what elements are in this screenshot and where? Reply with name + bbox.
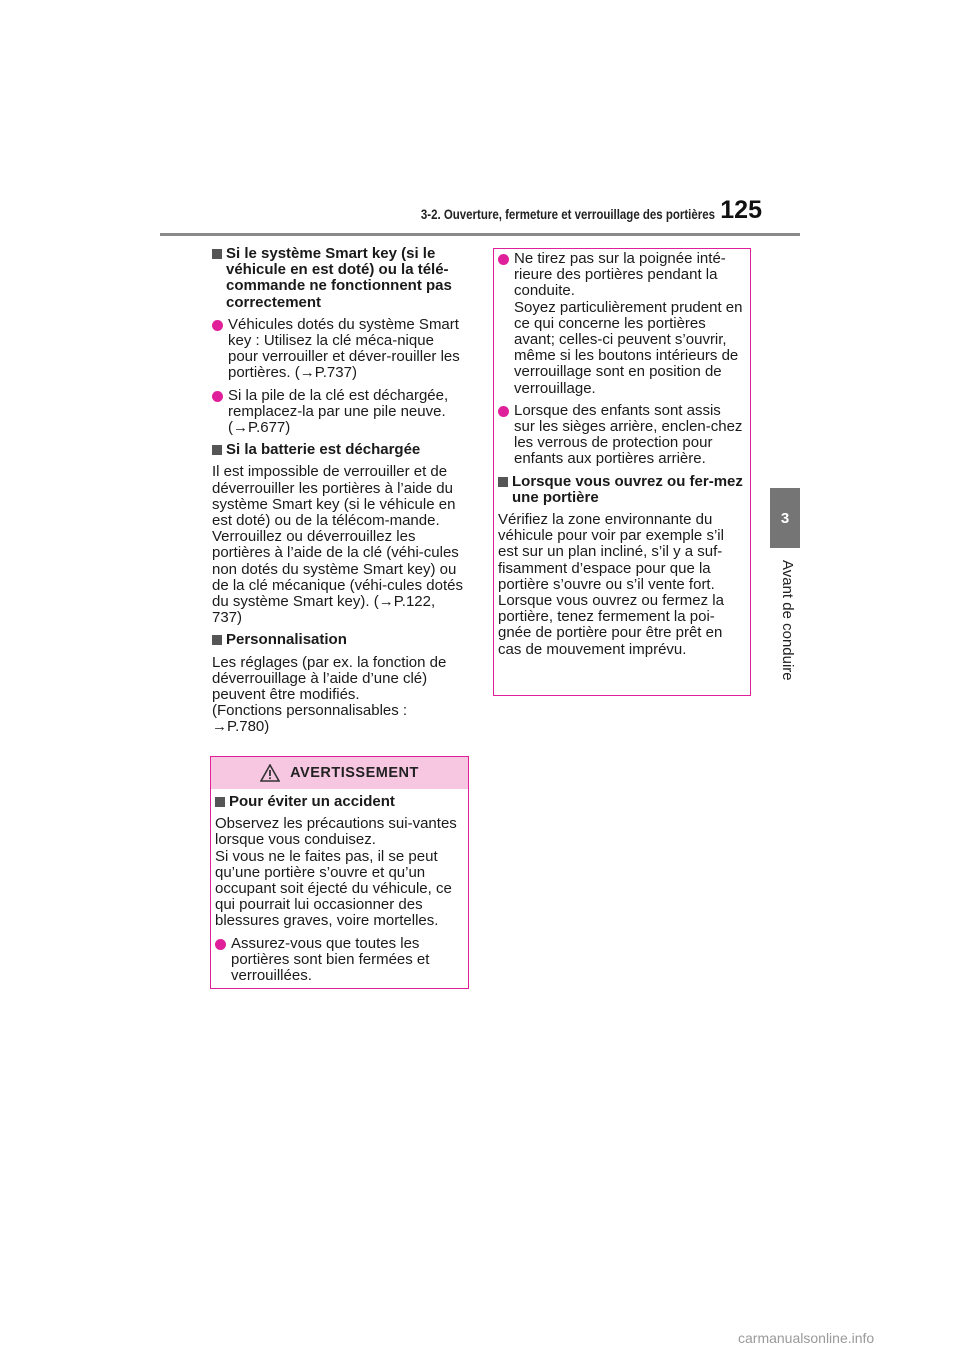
bullet-text: Si la pile de la clé est déchargée, remplacez-la par une pile neuve. (→P.677) bbox=[228, 386, 449, 437]
heading-smart-key bbox=[212, 246, 466, 311]
warning-title: AVERTISSEMENT bbox=[290, 765, 419, 781]
heading-text: Si la batterie est déchargée bbox=[226, 441, 421, 459]
circle-bullet-icon bbox=[498, 406, 509, 417]
bullet-text: Assurez-vous que toutes les portières sont bien fermées et verrouillées. bbox=[231, 934, 430, 985]
warning-continuation-box bbox=[493, 248, 751, 696]
square-bullet-icon bbox=[212, 635, 222, 645]
square-bullet-icon bbox=[215, 797, 225, 807]
warning-triangle-icon bbox=[260, 764, 280, 782]
watermark: carmanualsonline.info bbox=[738, 1330, 875, 1346]
warning-header bbox=[211, 757, 468, 789]
heading-text: Si le système Smart key (si le véhicule en est doté) ou la télé-commande ne fonctionnent pas correctement bbox=[226, 245, 452, 311]
bullet-text: Véhicules dotés du système Smart key : Utilisez la clé méca-nique pour verrouiller et déver-rouiller les portières. (→P.737) bbox=[228, 315, 460, 382]
circle-bullet-icon bbox=[215, 939, 226, 950]
square-bullet-icon bbox=[212, 445, 222, 455]
section-title: 3-2. Ouverture, fermeture et verrouillage des portières bbox=[420, 206, 715, 222]
bullet-item bbox=[498, 403, 744, 468]
bullet-item bbox=[212, 317, 466, 382]
square-bullet-icon bbox=[498, 477, 508, 487]
circle-bullet-icon bbox=[212, 320, 223, 331]
header-divider bbox=[160, 233, 800, 236]
left-column bbox=[212, 246, 466, 742]
chapter-tab bbox=[770, 488, 800, 548]
warning-body bbox=[211, 789, 468, 984]
warning-box bbox=[210, 756, 469, 989]
heading-personalisation bbox=[212, 632, 466, 648]
chapter-label: Avant de conduire bbox=[779, 560, 796, 681]
warning-text: Observez les précautions sui-vantes lorsque vous conduisez. Si vous ne le faites pas, il se peut qu’une portière s’ouvre et qu’un occupant soit éjecté du véhicule, ce qui pourrait lui occasionner des blessures graves, voire mortelles. bbox=[215, 815, 457, 930]
paragraph-personalisation: Les réglages (par ex. la fonction de déverrouillage à l’aide d’une clé) peuvent être modifiés. (Fonctions personnalisables : →P.780) bbox=[212, 653, 447, 736]
heading-door-opening bbox=[498, 474, 744, 506]
bullet-item bbox=[498, 251, 744, 397]
circle-bullet-icon bbox=[212, 391, 223, 402]
heading-battery bbox=[212, 442, 466, 458]
heading-text: Lorsque vous ouvrez ou fer-mez une portière bbox=[512, 472, 743, 506]
square-bullet-icon bbox=[212, 249, 222, 259]
bullet-text: Lorsque des enfants sont assis sur les sièges arrière, enclen-chez les verrous de protection pour enfants aux portières arrière. bbox=[514, 401, 743, 468]
page-number: 125 bbox=[720, 196, 762, 224]
circle-bullet-icon bbox=[498, 254, 509, 265]
bullet-text: Ne tirez pas sur la poignée inté-rieure des portières pendant la conduite. Soyez particulièrement prudent en ce qui concerne les portières avant; celles-ci peuvent s’ouvrir, même si les boutons intérieurs de verrouillage sont en position de verrouillage. bbox=[514, 250, 743, 397]
bullet-item bbox=[212, 388, 466, 437]
paragraph-door-opening: Vérifiez la zone environnante du véhicule pour voir par exemple s’il est sur un plan incliné, s’il y a suf-fisamment d’espace pour que la portière s’ouvre ou s’il vente fort. Lorsque vous ouvrez ou fermez la portière, tenez fermement la poi-gnée de portière pour être prêt en cas de mouvement imprévu. bbox=[498, 511, 724, 658]
heading-text: Personnalisation bbox=[226, 631, 347, 649]
chapter-number: 3 bbox=[780, 509, 790, 527]
bullet-item bbox=[215, 936, 462, 985]
warning-continuation-body bbox=[494, 249, 750, 658]
paragraph-battery: Il est impossible de verrouiller et de déverrouiller les portières à l’aide du système Smart key (si le véhicule en est doté) ou de la télécom-mande. Verrouillez ou déverrouillez les portières à l’aide de la clé (véhi-cules non dotés du système Smart key) ou de la clé mécanique (véhi-cules dotés du système Smart key). (→P.122, 737) bbox=[212, 463, 463, 627]
warning-heading bbox=[215, 794, 462, 810]
heading-text: Pour éviter un accident bbox=[229, 793, 395, 810]
